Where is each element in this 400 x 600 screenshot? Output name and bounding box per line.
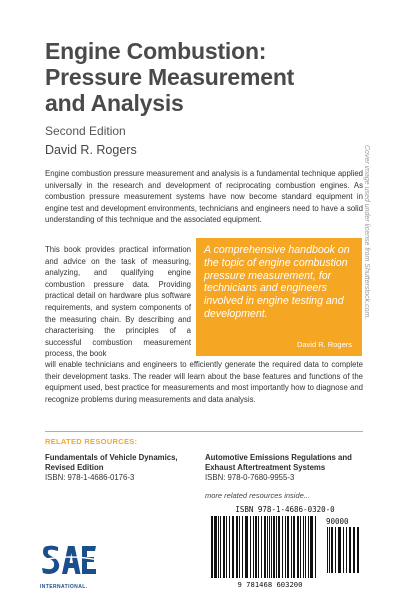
barcode-bar [300,516,301,578]
barcode-bar [343,527,344,573]
barcode-bar [253,516,254,578]
sae-logo [40,540,100,580]
barcode-bar [285,516,286,578]
title-line-2: Pressure Measurement [45,64,295,90]
price-barcode [326,527,362,577]
barcode-bar [214,516,217,578]
barcode-bar [211,516,213,578]
barcode-bar [271,516,272,578]
barcode-bar [236,516,238,578]
barcode-bar [353,527,355,573]
barcode-bar [349,527,351,573]
barcode-bar [250,516,251,578]
barcode-bar [329,527,330,573]
barcode-bar [278,516,280,578]
description-paragraph-1: Engine combustion pressure measurement and analysis is a fundamental technique applied universally in the research and development of reciprocating combustion engines. As combustion pressure measurement systems have now become standard equipment in engine test and development environments, technicians and engineers need to have a solid understanding of this technique and the associated equipment. [45,169,363,225]
barcode-bar [239,516,240,578]
pull-quote-text: A comprehensive handbook on the topic of engine combustion pressure measurement, for technicians and engineers involved in engine testing and development. [204,244,350,320]
barcode-bar [273,516,275,578]
pull-quote-author: David R. Rogers [296,340,352,349]
barcode-bar [267,516,268,578]
related-heading: RELATED RESOURCES: [45,437,138,446]
barcode-bar [335,527,336,573]
more-resources-note: more related resources inside... [205,491,311,500]
barcode-bar [310,516,313,578]
barcode-bar [261,516,262,578]
barcode-bar [229,516,230,578]
related-book-2-isbn: ISBN: 978-0-7680-9955-3 [205,472,295,482]
barcode-bar [303,516,304,578]
barcode-bar [291,516,292,578]
barcode-bar [232,516,234,578]
isbn-top-text: ISBN 978-1-4686-0320-0 [235,505,335,514]
barcode-bar [226,516,227,578]
barcode-bar [276,516,277,578]
barcode-bar [269,516,270,578]
barcode-bar [258,516,259,578]
barcode-bar [287,516,289,578]
related-book-1-isbn: ISBN: 978-1-4686-0176-3 [45,472,135,482]
book-title [45,38,355,116]
related-book-2-title: Automotive Emissions Regulations and Exhaust Aftertreatment Systems [205,453,352,472]
publisher-tagline: INTERNATIONAL. [40,584,88,590]
pull-quote-box [196,238,362,356]
barcode-bar [297,516,299,578]
barcode-bar [327,527,328,573]
barcode-bar [218,516,219,578]
barcode-bar [282,516,283,578]
sae-logo-icon [42,546,98,574]
barcode-bar [242,516,243,578]
description-paragraph-2-start: This book provides practical information and advice on the task of measuring, analyzing, and qualifying engine combustion pressure data. Providing practical detail on hardware plus software requirements, and system components of the measuring chain. By describing and characterising the principles of a successful combustion measurement process, the book [45,245,191,359]
barcode-bar [315,516,316,578]
description-paragraph-2-end: will enable technicians and engineers to efficiently generate the required data to complete their development tasks. The reader will learn about the base features and functions of the equipment used, best practice for measurements and most importantly how to diagnose and recognize problems during measurements and data analysis. [45,360,363,404]
related-book-2 [205,453,370,482]
barcode-bar [220,516,221,578]
title-line-1: Engine Combustion: [45,38,267,64]
isbn-bottom-text: 9 781468 603200 [237,580,303,589]
barcode-bar [346,527,347,573]
barcode-bar [357,527,359,573]
barcode-bar [331,527,333,573]
barcode-bar [338,527,341,573]
related-divider [45,431,363,432]
barcode-bar [308,516,309,578]
isbn-barcode [210,516,320,578]
barcode-bar [305,516,306,578]
edition-label: Second Edition [45,124,126,138]
barcode-bar [293,516,295,578]
price-code: 90000 [326,517,349,526]
related-book-1 [45,453,195,482]
barcode-bar [264,516,266,578]
barcode-bar [255,516,257,578]
cover-image-credit: Cover image used under license from Shutterstock.com. [363,145,370,320]
title-line-3: and Analysis [45,90,184,116]
related-book-1-title: Fundamentals of Vehicle Dynamics, Revised Edition [45,453,178,472]
author-name: David R. Rogers [45,143,137,157]
barcode-bar [245,516,248,578]
barcode-bar [223,516,225,578]
